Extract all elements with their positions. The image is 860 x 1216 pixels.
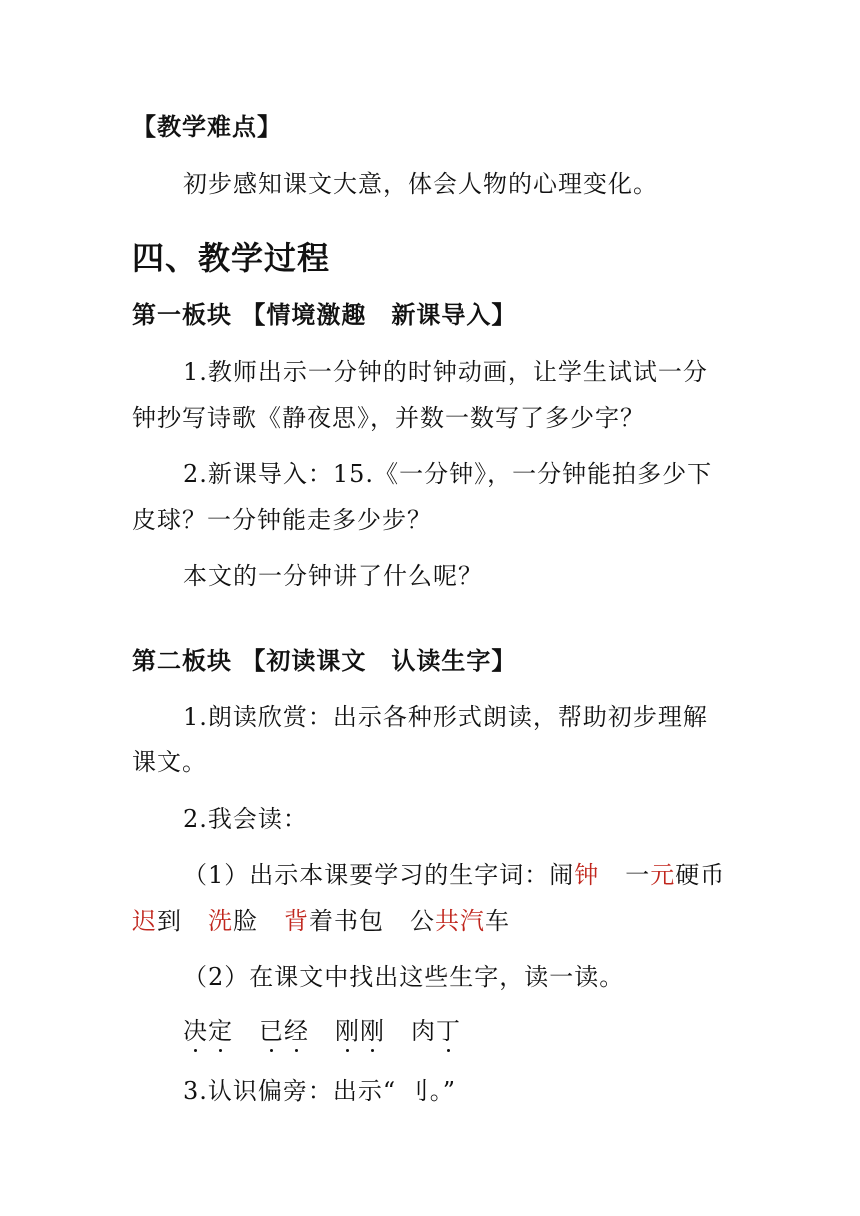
dotted-words	[183, 1016, 461, 1046]
block2-item1-line1: 1.朗读欣赏：出示各种形式朗读，帮助初步理解	[183, 703, 708, 731]
word-part: 着书包	[309, 907, 384, 935]
block2-sub2: （2）在课文中找出这些生字，读一读。	[183, 963, 625, 991]
block2-item2: 2.我会读：	[183, 805, 308, 833]
dotted-word-list	[183, 1017, 461, 1045]
word-list-line2	[132, 907, 510, 935]
block1-item2-line2: 皮球？一分钟能走多少步？	[132, 506, 432, 534]
word-part: 一	[625, 861, 651, 889]
vocab-word	[132, 907, 182, 935]
dotted-character: 刚	[335, 1017, 360, 1045]
dotted-character: 丁	[436, 1017, 461, 1045]
vocab-word	[549, 861, 599, 889]
new-character-highlight: 共	[435, 907, 460, 935]
new-character-highlight: 钟	[574, 861, 600, 889]
dotted-word	[335, 1017, 385, 1045]
dotted-character: 已	[259, 1017, 284, 1045]
dotted-word	[259, 1017, 309, 1045]
word-part: 闹	[549, 861, 575, 889]
word-part: 硬币	[675, 861, 726, 889]
block1-heading: 第一板块 【情境激趣 新课导入】	[132, 301, 517, 329]
sub1-prefix: （1）出示本课要学习的生字词：	[183, 861, 550, 889]
block2-item1-line2: 课文。	[132, 748, 207, 776]
vocab-word	[284, 907, 384, 935]
dotted-character: 刚	[360, 1017, 385, 1045]
block2-sub1-line1	[183, 860, 725, 890]
block1-item1-line1: 1.教师出示一分钟的时钟动画，让学生试试一分	[183, 358, 708, 386]
process-heading: 四、教学过程	[132, 239, 331, 277]
new-character-highlight: 元	[650, 861, 676, 889]
new-character-highlight: 汽	[460, 907, 485, 935]
dotted-word	[183, 1017, 233, 1045]
dotted-character: 定	[208, 1017, 233, 1045]
word-part: 车	[485, 907, 510, 935]
word-part: 公	[410, 907, 435, 935]
difficulty-text: 初步感知课文大意，体会人物的心理变化。	[183, 170, 658, 198]
new-character-highlight: 背	[284, 907, 309, 935]
vocab-word	[625, 861, 725, 889]
word-list-line1	[549, 861, 725, 889]
dotted-word	[411, 1017, 461, 1045]
block2-heading: 第二板块 【初读课文 认读生字】	[132, 647, 517, 675]
new-character-highlight: 迟	[132, 907, 157, 935]
new-character-highlight: 洗	[208, 907, 233, 935]
block2-item3: 3.认识偏旁：出示“ 刂。”	[183, 1077, 457, 1105]
block1-question: 本文的一分钟讲了什么呢？	[183, 562, 483, 590]
difficulty-heading: 【教学难点】	[132, 113, 282, 141]
dotted-character: 经	[284, 1017, 309, 1045]
vocab-word	[410, 907, 510, 935]
word-part: 到	[157, 907, 182, 935]
vocab-word	[208, 907, 258, 935]
dotted-character: 决	[183, 1017, 208, 1045]
block1-item2-line1: 2.新课导入：15.《一分钟》，一分钟能拍多少下	[183, 460, 713, 488]
block2-sub1-line2	[132, 906, 510, 936]
word-part: 肉	[411, 1017, 436, 1045]
word-part: 脸	[233, 907, 258, 935]
block1-item1-line2: 钟抄写诗歌《静夜思》，并数一数写了多少字？	[132, 404, 645, 432]
